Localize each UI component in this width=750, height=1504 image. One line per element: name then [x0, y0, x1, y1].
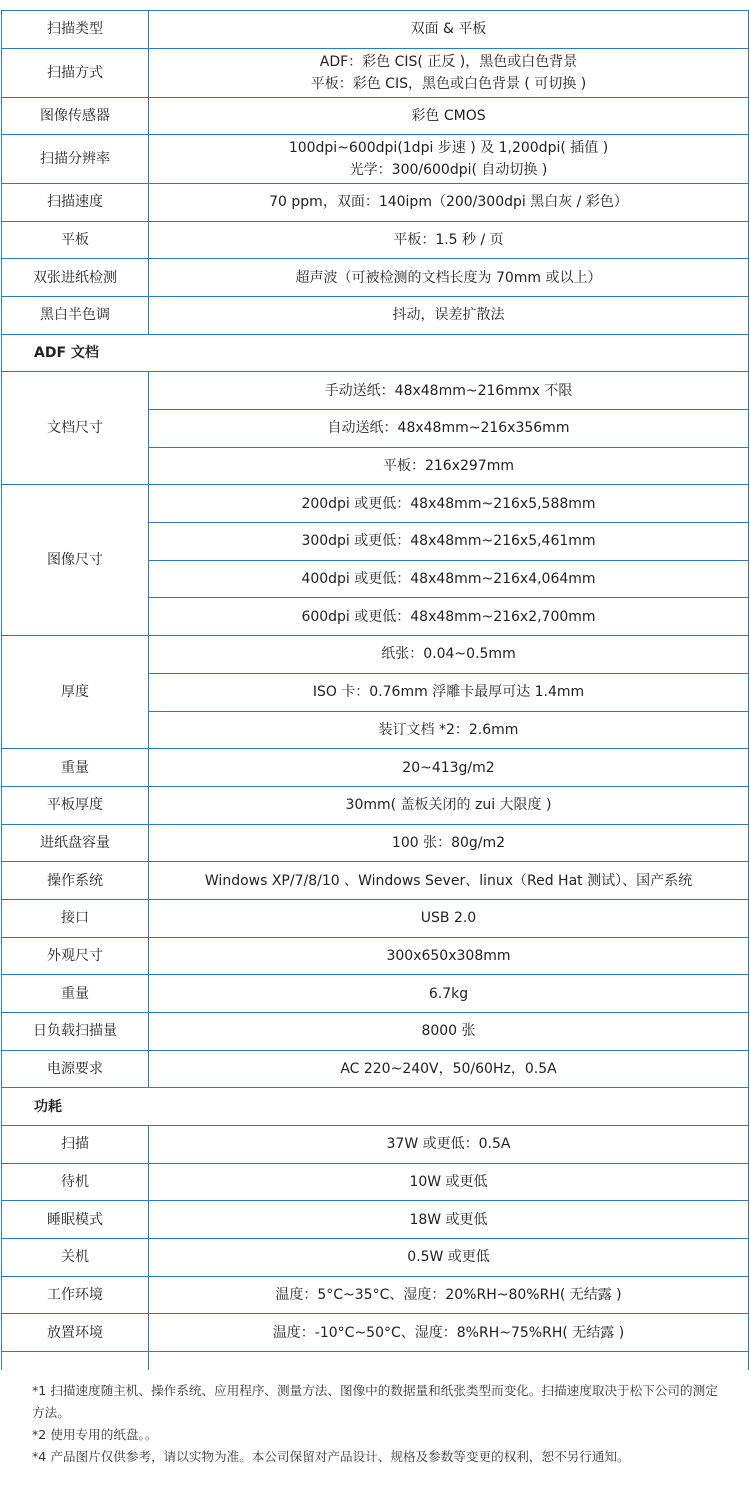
spec-value: 600dpi 或更低：48x48mm~216x2,700mm — [149, 598, 749, 636]
spec-label: 文档尺寸 — [2, 372, 149, 485]
empty-cell — [149, 1351, 749, 1370]
spec-value — [149, 862, 749, 900]
spec-value-line: 100dpi~600dpi(1dpi 步速 ) 及 1,200dpi( 插值 ) — [288, 140, 609, 157]
spec-value-line: 300x650x308mm — [386, 947, 511, 964]
spec-value — [149, 937, 749, 975]
spec-row — [2, 259, 749, 297]
spec-value-line: 100 张：80g/m2 — [391, 834, 506, 851]
spec-label: 扫描方式 — [2, 48, 149, 97]
spec-label: 厚度 — [2, 636, 149, 749]
spec-value — [149, 899, 749, 937]
spec-value: 300dpi 或更低：48x48mm~216x5,461mm — [149, 523, 749, 561]
spec-value-line: 抖动，误差扩散法 — [392, 307, 505, 324]
spec-label: 平板 — [2, 221, 149, 259]
spec-value-line: 8000 张 — [421, 1023, 476, 1040]
spec-value — [149, 97, 749, 135]
spec-value-line: 平板：1.5 秒 / 页 — [393, 232, 504, 249]
spec-value-line: 70 ppm，双面：140ipm（200/300dpi 黑白灰 / 彩色） — [269, 194, 628, 211]
spec-row — [2, 221, 749, 259]
section-title: 功耗 — [2, 1088, 749, 1126]
table-end-row — [2, 1351, 749, 1370]
spec-value-line: 超声波（可被检测的文档长度为 70mm 或以上） — [295, 269, 602, 286]
spec-label: 图像传感器 — [2, 97, 149, 135]
spec-table-body — [2, 11, 749, 1371]
spec-value — [149, 1201, 749, 1239]
spec-value — [149, 1314, 749, 1352]
spec-value — [149, 11, 749, 49]
spec-value: 手动送纸：48x48mm~216mmx 不限 — [149, 372, 749, 410]
spec-value — [149, 184, 749, 222]
spec-row — [2, 1238, 749, 1276]
spec-label: 扫描 — [2, 1125, 149, 1163]
spec-row — [2, 636, 749, 674]
spec-row — [2, 1201, 749, 1239]
spec-label: 扫描类型 — [2, 11, 149, 49]
spec-row — [2, 48, 749, 97]
spec-table — [1, 10, 749, 1370]
footnote: *2 使用专用的纸盘。。 — [32, 1427, 158, 1442]
spec-label: 关机 — [2, 1238, 149, 1276]
spec-row — [2, 749, 749, 787]
spec-row — [2, 975, 749, 1013]
spec-value — [149, 221, 749, 259]
spec-value — [149, 1163, 749, 1201]
spec-value-line: 彩色 CMOS — [411, 107, 486, 124]
spec-value: 200dpi 或更低：48x48mm~216x5,588mm — [149, 485, 749, 523]
spec-value: 自动送纸：48x48mm~216x356mm — [149, 410, 749, 448]
spec-value-line: 37W 或更低：0.5A — [386, 1136, 511, 1153]
spec-label: 外观尺寸 — [2, 937, 149, 975]
spec-value: 平板：216x297mm — [149, 447, 749, 485]
spec-label: 扫描速度 — [2, 184, 149, 222]
spec-value-line: 光学：300/600dpi( 自动切换 ) — [349, 162, 548, 179]
spec-value — [149, 1050, 749, 1088]
spec-value-line: Windows XP/7/8/10 、Windows Sever、linux（Red Hat 测试）、国产系统 — [204, 872, 693, 889]
section-row — [2, 334, 749, 372]
spec-row — [2, 135, 749, 184]
spec-label: 平板厚度 — [2, 786, 149, 824]
spec-value-line: 10W 或更低 — [409, 1173, 488, 1190]
spec-value — [149, 1012, 749, 1050]
spec-value: 纸张：0.04~0.5mm — [149, 636, 749, 674]
spec-value-line: 平板：彩色 CIS，黑色或白色背景 ( 可切换 ) — [310, 75, 587, 92]
spec-value — [149, 824, 749, 862]
spec-value — [149, 297, 749, 335]
spec-value-line: 20~413g/m2 — [402, 759, 495, 776]
spec-label: 工作环境 — [2, 1276, 149, 1314]
spec-value: 装订文档 *2：2.6mm — [149, 711, 749, 749]
spec-row — [2, 1050, 749, 1088]
spec-value — [149, 135, 749, 184]
spec-value — [149, 1238, 749, 1276]
footnotes — [32, 1380, 722, 1468]
spec-row — [2, 485, 749, 523]
spec-label: 重量 — [2, 975, 149, 1013]
spec-label: 重量 — [2, 749, 149, 787]
spec-value — [149, 1125, 749, 1163]
spec-label: 日负载扫描量 — [2, 1012, 149, 1050]
spec-value-line: 0.5W 或更低 — [407, 1249, 490, 1266]
spec-value-line: 6.7kg — [428, 985, 469, 1002]
spec-label: 双张进纸检测 — [2, 259, 149, 297]
spec-row — [2, 824, 749, 862]
spec-value-line: ADF：彩色 CIS( 正反 )，黑色或白色背景 — [319, 53, 578, 70]
empty-cell — [2, 1351, 149, 1370]
spec-row — [2, 1012, 749, 1050]
spec-row — [2, 184, 749, 222]
spec-value — [149, 786, 749, 824]
spec-value: 400dpi 或更低：48x48mm~216x4,064mm — [149, 560, 749, 598]
spec-value-line: 温度：-10°C~50°C、湿度：8%RH~75%RH( 无结露 ) — [272, 1324, 625, 1341]
spec-row — [2, 1314, 749, 1352]
spec-row — [2, 97, 749, 135]
spec-label: 电源要求 — [2, 1050, 149, 1088]
spec-label: 进纸盘容量 — [2, 824, 149, 862]
spec-value-line: AC 220~240V，50/60Hz，0.5A — [340, 1060, 557, 1077]
spec-value — [149, 975, 749, 1013]
spec-row — [2, 937, 749, 975]
spec-value — [149, 48, 749, 97]
spec-value — [149, 749, 749, 787]
spec-label: 睡眠模式 — [2, 1201, 149, 1239]
spec-value-line: 30mm( 盖板关闭的 zui 大限度 ) — [345, 797, 552, 814]
spec-row — [2, 862, 749, 900]
spec-value — [149, 259, 749, 297]
spec-value-line: 温度：5°C~35°C、湿度：20%RH~80%RH( 无结露 ) — [275, 1286, 622, 1303]
spec-label: 操作系统 — [2, 862, 149, 900]
spec-value-line: 双面 & 平板 — [410, 21, 487, 38]
spec-label: 图像尺寸 — [2, 485, 149, 636]
spec-row — [2, 1163, 749, 1201]
spec-value-line: USB 2.0 — [420, 910, 477, 927]
footnote: *1 扫描速度随主机、操作系统、应用程序、测量方法、图像中的数据量和纸张类型而变化。扫描速度取决于松下公司的测定方法。 — [32, 1383, 718, 1420]
spec-row — [2, 372, 749, 410]
spec-row — [2, 899, 749, 937]
spec-row — [2, 11, 749, 49]
spec-label: 接口 — [2, 899, 149, 937]
spec-label: 放置环境 — [2, 1314, 149, 1352]
spec-row — [2, 1125, 749, 1163]
spec-label: 黑白半色调 — [2, 297, 149, 335]
section-row — [2, 1088, 749, 1126]
spec-value: ISO 卡：0.76mm 浮雕卡最厚可达 1.4mm — [149, 673, 749, 711]
spec-label: 扫描分辨率 — [2, 135, 149, 184]
spec-row — [2, 1276, 749, 1314]
spec-value — [149, 1276, 749, 1314]
spec-row — [2, 297, 749, 335]
spec-label: 待机 — [2, 1163, 149, 1201]
spec-row — [2, 786, 749, 824]
spec-value-line: 18W 或更低 — [409, 1211, 488, 1228]
section-title: ADF 文档 — [2, 334, 749, 372]
footnote: *4 产品图片仅供参考，请以实物为准。本公司保留对产品设计、规格及参数等变更的权利，恕不另行通知。 — [32, 1449, 630, 1464]
